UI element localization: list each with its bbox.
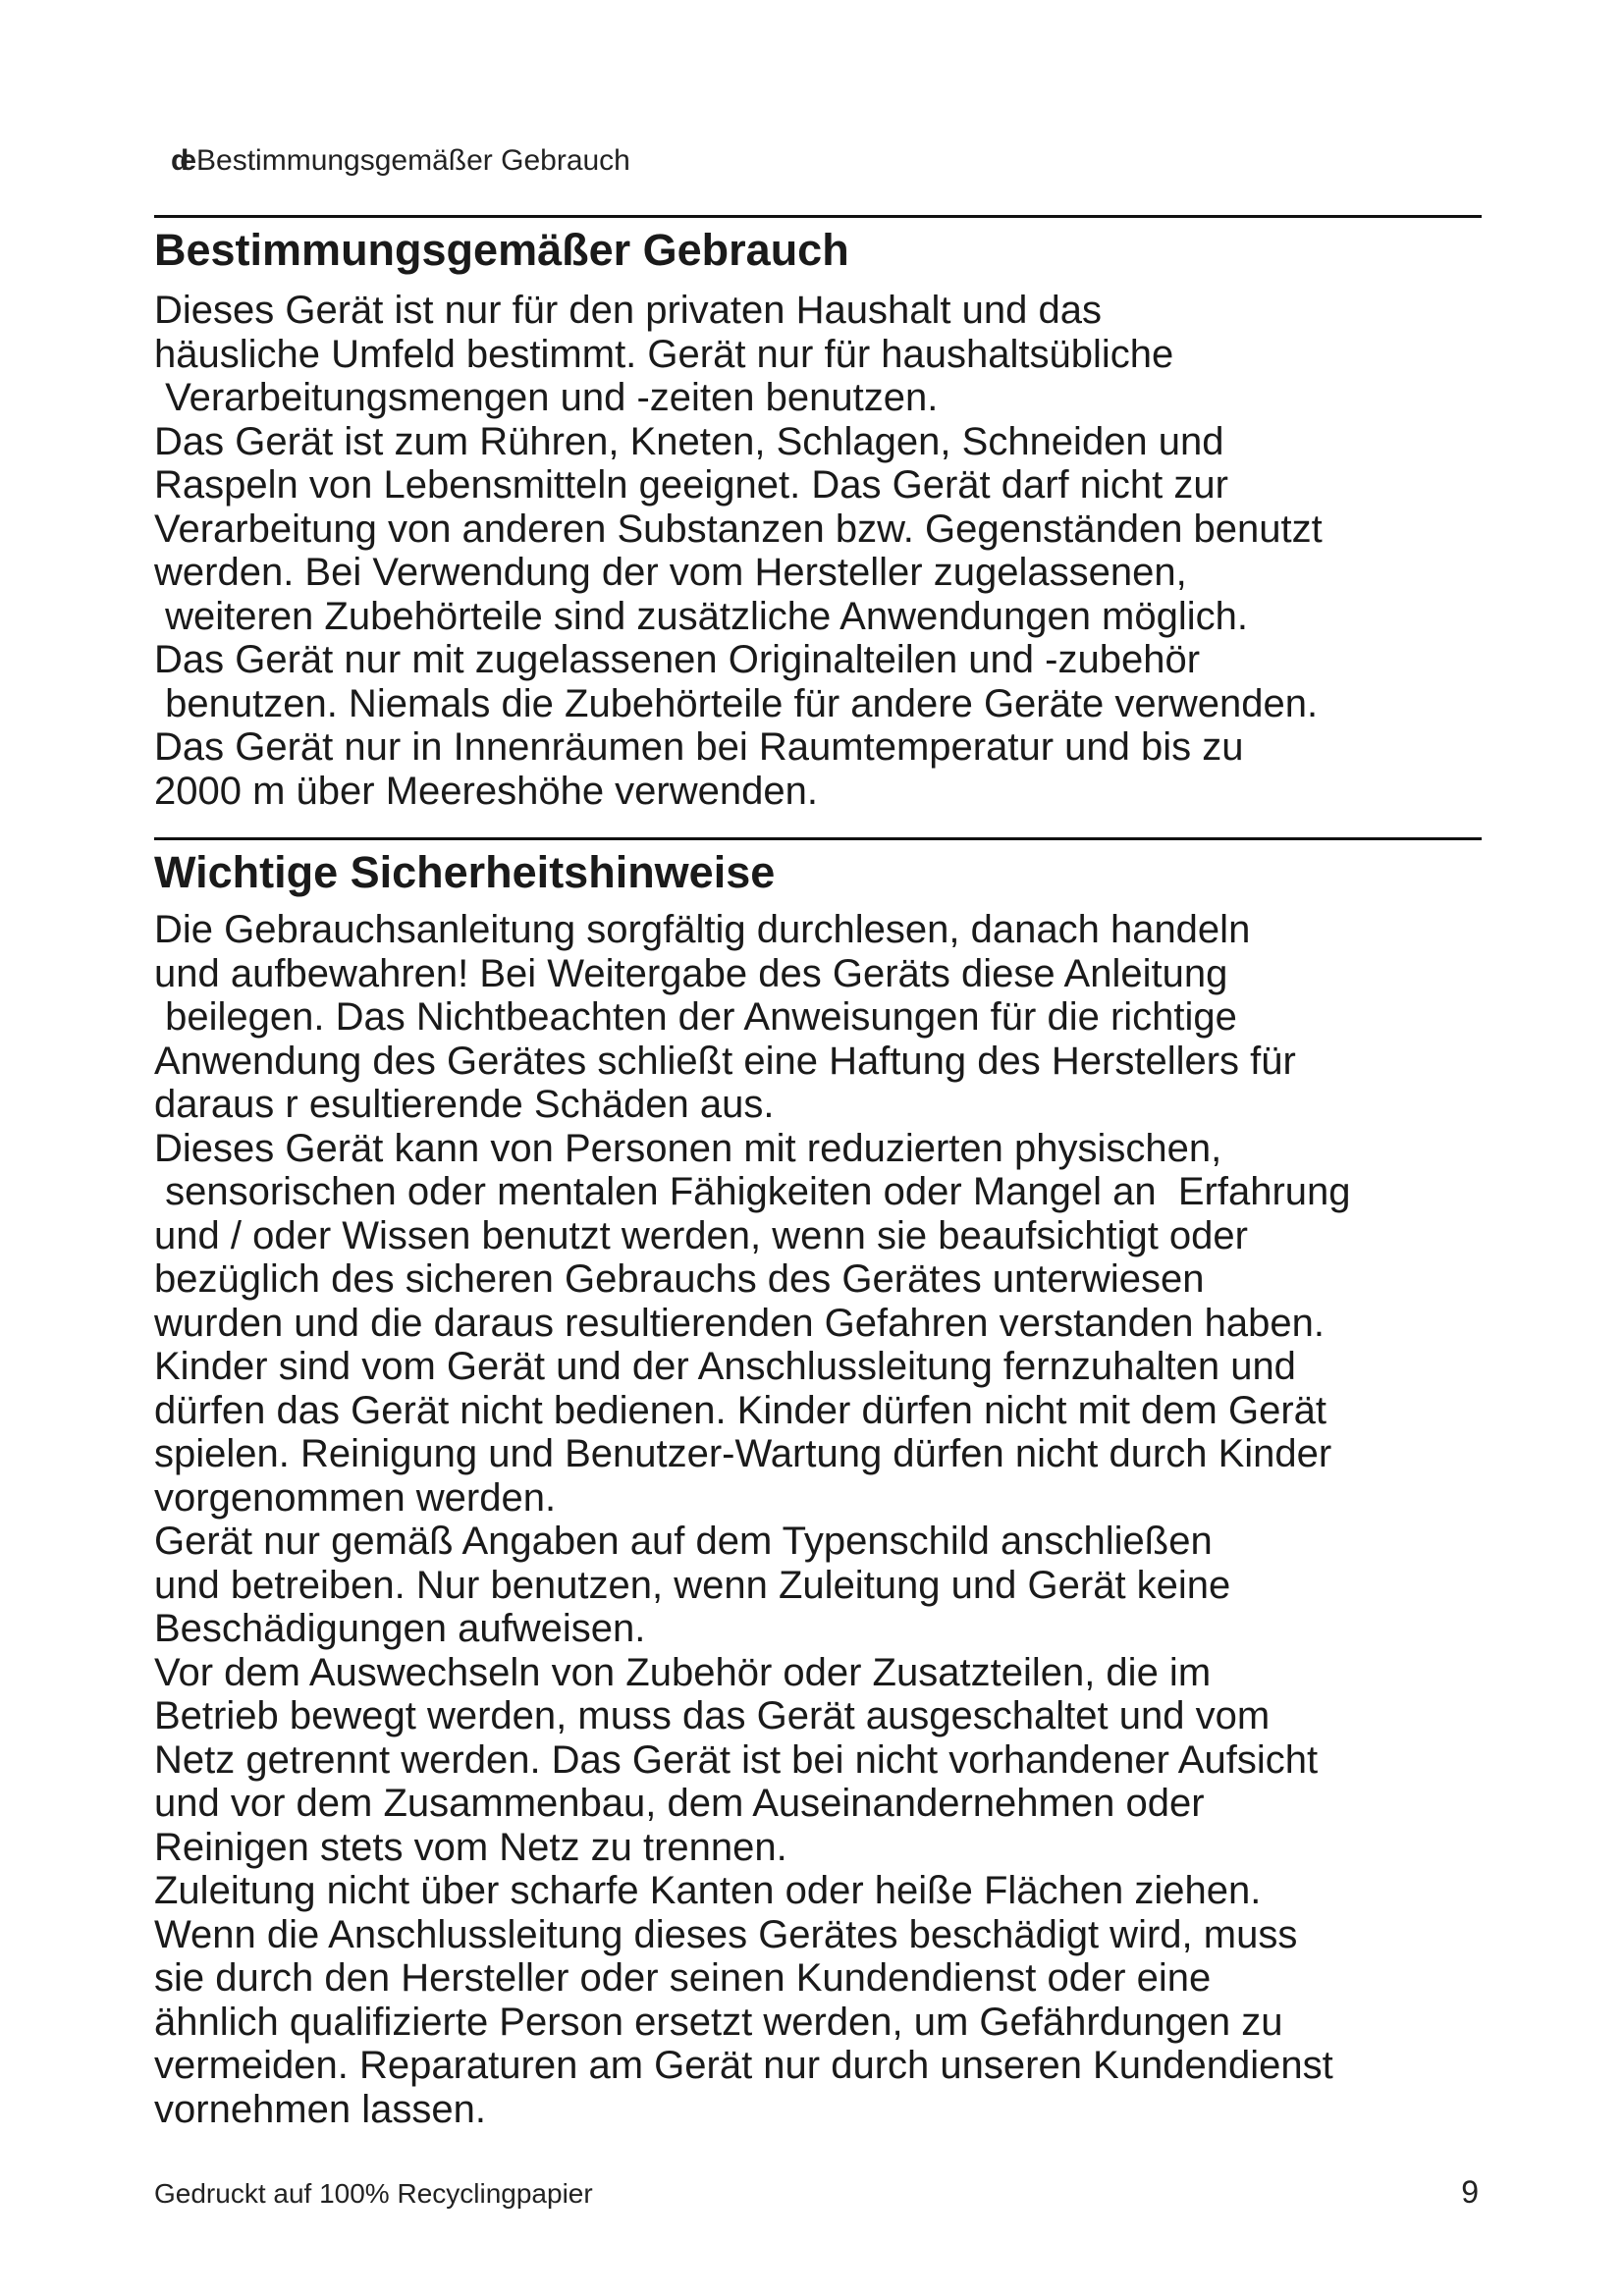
text-line: sie durch den Hersteller oder seinen Kundendienst oder eine (154, 1956, 1212, 2000)
text-line: sensorischen oder mentalen Fähigkeiten oder Mangel an Erfahrung (154, 1170, 1351, 1213)
text-line: Wenn die Anschlussleitung dieses Gerätes beschädigt wird, muss (154, 1912, 1298, 1956)
text-line: Beschädigungen aufweisen. (154, 1607, 646, 1650)
text-line: bezüglich des sicheren Gebrauchs des Gerätes unterwiesen (154, 1257, 1205, 1301)
page-number: 9 (1461, 2174, 1479, 2210)
text-line: und aufbewahren! Bei Weitergabe des Geräts diese Anleitung (154, 951, 1228, 995)
text-line: Raspeln von Lebensmitteln geeignet. Das Gerät darf nicht zur (154, 463, 1228, 507)
section-body-safety (154, 908, 1351, 2131)
section-body-intended-use (154, 289, 1323, 813)
text-line: Vor dem Auswechseln von Zubehör oder Zusatzteilen, die im (154, 1650, 1212, 1694)
text-line: und vor dem Zusammenbau, dem Auseinandernehmen oder (154, 1782, 1205, 1825)
text-line: Das Gerät nur in Innenräumen bei Raumtemperatur und bis zu (154, 725, 1244, 769)
text-line: Zuleitung nicht über scharfe Kanten oder heiße Flächen ziehen. (154, 1869, 1262, 1912)
text-line: Verarbeitung von anderen Substanzen bzw. Gegenständen benutzt (154, 507, 1323, 551)
section-divider (154, 837, 1482, 840)
text-line: Das Gerät nur mit zugelassenen Originalteilen und -zubehör (154, 638, 1201, 681)
text-line: wurden und die daraus resultierenden Gefahren verstanden haben. (154, 1301, 1325, 1345)
text-line: 2000 m über Meereshöhe verwenden. (154, 769, 818, 813)
language-marker: de (171, 144, 189, 177)
text-line: Das Gerät ist zum Rühren, Kneten, Schlagen, Schneiden und (154, 419, 1224, 463)
text-line: daraus r esultierende Schäden aus. (154, 1083, 775, 1126)
text-line: weiteren Zubehörteile sind zusätzliche Anwendungen möglich. (154, 594, 1249, 638)
text-line: Dieses Gerät ist nur für den privaten Haushalt und das (154, 289, 1102, 332)
section-title-intended-use: Bestimmungsgemäßer Gebrauch (154, 225, 849, 275)
text-line: Verarbeitungsmengen und -zeiten benutzen. (154, 376, 939, 419)
text-line: vermeiden. Reparaturen am Gerät nur durch unseren Kundendienst (154, 2044, 1333, 2087)
text-line: Gerät nur gemäß Angaben auf dem Typenschild anschließen (154, 1520, 1213, 1563)
text-line: Reinigen stets vom Netz zu trennen. (154, 1825, 787, 1869)
text-line: Anwendung des Gerätes schließt eine Haftung des Herstellers für (154, 1039, 1296, 1083)
running-header (171, 143, 630, 179)
text-line: und betreiben. Nur benutzen, wenn Zuleitung und Gerät keine (154, 1563, 1231, 1607)
text-line: vornehmen lassen. (154, 2087, 486, 2131)
text-line: häusliche Umfeld bestimmt. Gerät nur für haushaltsübliche (154, 332, 1174, 376)
section-divider (154, 215, 1482, 218)
text-line: vorgenommen werden. (154, 1475, 557, 1520)
text-line: werden. Bei Verwendung der vom Hersteller zugelassenen, (154, 551, 1187, 594)
text-line: Die Gebrauchsanleitung sorgfältig durchlesen, danach handeln (154, 908, 1251, 951)
text-line: und / oder Wissen benutzt werden, wenn sie beaufsichtigt oder (154, 1213, 1248, 1257)
footer-note: Gedruckt auf 100% Recyclingpapier (154, 2178, 593, 2209)
text-line: Betrieb bewegt werden, muss das Gerät ausgeschaltet und vom (154, 1694, 1271, 1737)
text-line: beilegen. Das Nichtbeachten der Anweisungen für die richtige (154, 995, 1237, 1039)
text-line: Netz getrennt werden. Das Gerät ist bei nicht vorhandener Aufsicht (154, 1737, 1319, 1782)
text-line: ähnlich qualifizierte Person ersetzt werden, um Gefährdungen zu (154, 2000, 1283, 2044)
running-header-title: Bestimmungsgemäßer Gebrauch (196, 144, 630, 177)
text-line: dürfen das Gerät nicht bedienen. Kinder dürfen nicht mit dem Gerät (154, 1388, 1327, 1432)
text-line: Kinder sind vom Gerät und der Anschlussleitung fernzuhalten und (154, 1345, 1296, 1388)
section-title-safety: Wichtige Sicherheitshinweise (154, 847, 776, 897)
text-line: spielen. Reinigung und Benutzer-Wartung dürfen nicht durch Kinder (154, 1432, 1332, 1475)
text-line: Dieses Gerät kann von Personen mit reduzierten physischen, (154, 1126, 1222, 1170)
text-line: benutzen. Niemals die Zubehörteile für andere Geräte verwenden. (154, 681, 1319, 725)
